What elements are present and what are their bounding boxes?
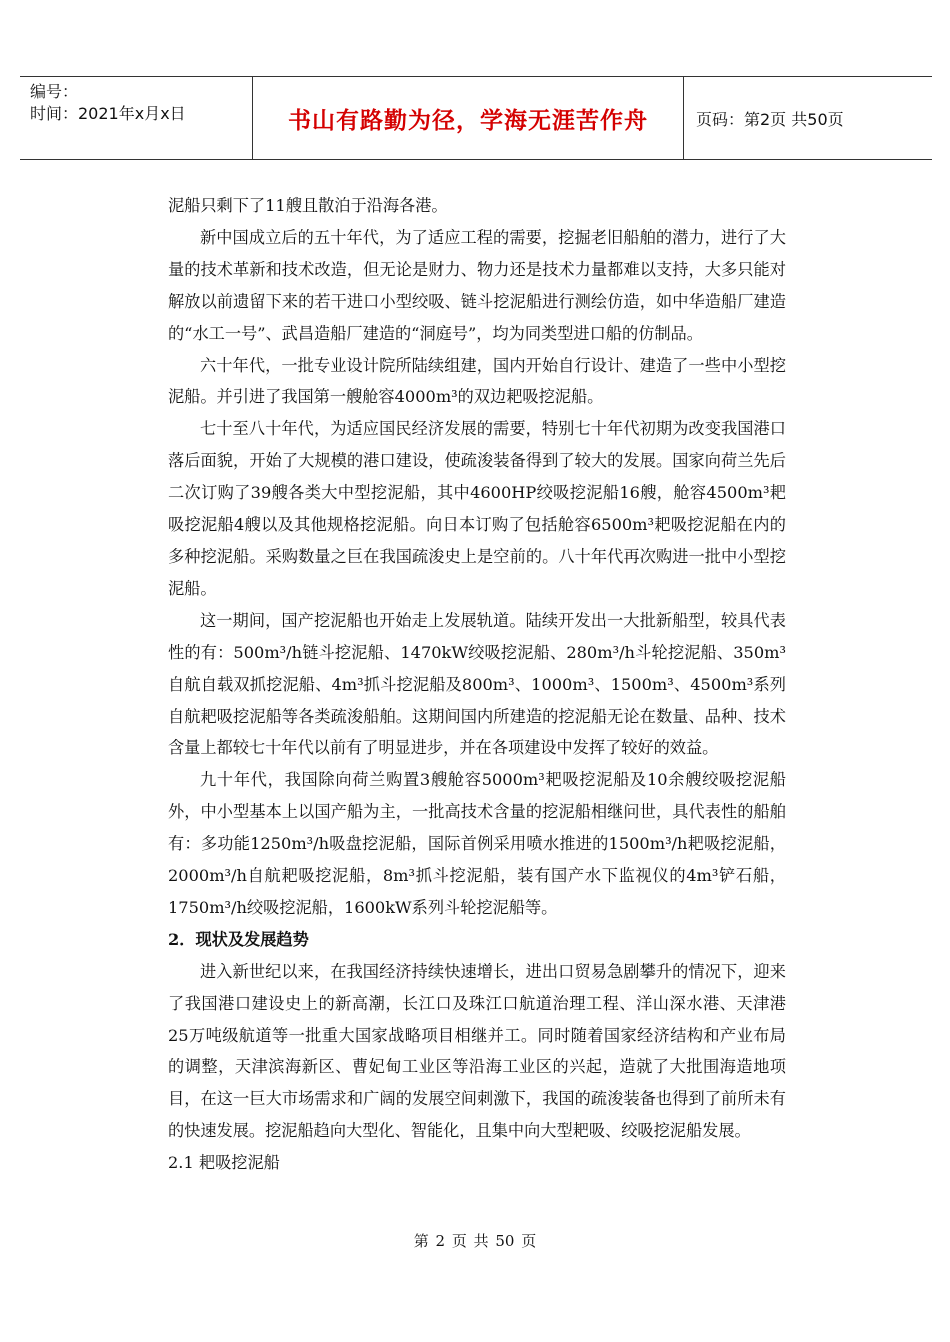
- header-meta: [20, 77, 252, 159]
- section-heading: 2．现状及发展趋势: [168, 929, 309, 949]
- body-paragraph: 新中国成立后的五十年代，为了适应工程的需要，挖掘老旧船舶的潜力，进行了大量的技术革新和技术改造，但无论是财力、物力还是技术力量都难以支持，大多只能对解放以前遗留下来的若干进口小型绞吸、链斗挖泥船进行测绘仿造，如中华造船厂建造的“水工一号”、武昌造船厂建造的“洞庭号”，均为同类型进口船的仿制品。: [168, 227, 786, 343]
- document-header: [20, 76, 932, 160]
- subsection-heading: 2.1 耙吸挖泥船: [168, 1153, 280, 1173]
- document-time-label: 时间：2021年x月x日: [30, 104, 186, 123]
- motto-text: 书山有路勤为径，学海无涯苦作舟: [288, 107, 648, 134]
- footer-page-number: 第 2 页 共 50 页: [413, 1232, 537, 1250]
- header-motto: [252, 77, 684, 159]
- body-paragraph: 七十至八十年代，为适应国民经济发展的需要，特别七十年代初期为改变我国港口落后面貌，开始了大规模的港口建设，使疏浚装备得到了较大的发展。国家向荷兰先后二次订购了39艘各类大中型挖泥船，其中4600HP绞吸挖泥船16艘，舱容4500m³耙吸挖泥船4艘以及其他规格挖泥船。向日本订购了包括舱容6500m³耙吸挖泥船在内的多种挖泥船。采购数量之巨在我国疏浚史上是空前的。八十年代再次购进一批中小型挖泥船。: [168, 419, 786, 598]
- header-page-label: 页码：第2页 共50页: [696, 109, 844, 129]
- body-paragraph: 泥船只剩下了11艘且散泊于沿海各港。: [168, 196, 448, 215]
- body-paragraph: 这一期间，国产挖泥船也开始走上发展轨道。陆续开发出一大批新船型，较具代表性的有：500m³/h链斗挖泥船、1470kW绞吸挖泥船、280m³/h斗轮挖泥船、350m³自航自载双抓挖泥船、4m³抓斗挖泥船及800m³、1000m³、1500m³、4500m³系列自航耙吸挖泥船等各类疏浚船舶。这期间国内所建造的挖泥船无论在数量、品种、技术含量上都较七十年代以前有了明显进步，并在各项建设中发挥了较好的效益。: [168, 610, 786, 758]
- header-page-info: [684, 77, 932, 159]
- document-number-label: 编号：: [30, 82, 79, 101]
- document-body: [168, 190, 786, 1179]
- body-paragraph: 进入新世纪以来，在我国经济持续快速增长，进出口贸易急剧攀升的情况下，迎来了我国港口建设史上的新高潮，长江口及珠江口航道治理工程、洋山深水港、天津港25万吨级航道等一批重大国家战略项目相继并工。同时随着国家经济结构和产业布局的调整，天津滨海新区、曹妃甸工业区等沿海工业区的兴起，造就了大批围海造地项目，在这一巨大市场需求和广阔的发展空间刺激下，我国的疏浚装备也得到了前所未有的快速发展。挖泥船趋向大型化、智能化，且集中向大型耙吸、绞吸挖泥船发展。: [168, 961, 786, 1141]
- page-footer: [0, 1230, 950, 1251]
- body-paragraph: 六十年代，一批专业设计院所陆续组建，国内开始自行设计、建造了一些中小型挖泥船。并引进了我国第一艘舱容4000m³的双边耙吸挖泥船。: [168, 355, 786, 407]
- body-paragraph: 九十年代，我国除向荷兰购置3艘舱容5000m³耙吸挖泥船及10余艘绞吸挖泥船外，中小型基本上以国产船为主，一批高技术含量的挖泥船相继问世，具代表性的船舶有：多功能1250m³/h吸盘挖泥船，国际首例采用喷水推进的1500m³/h耙吸挖泥船，2000m³/h自航耙吸挖泥船，8m³抓斗挖泥船，装有国产水下监视仪的4m³铲石船，1750m³/h绞吸挖泥船，1600kW系列斗轮挖泥船等。: [168, 770, 786, 917]
